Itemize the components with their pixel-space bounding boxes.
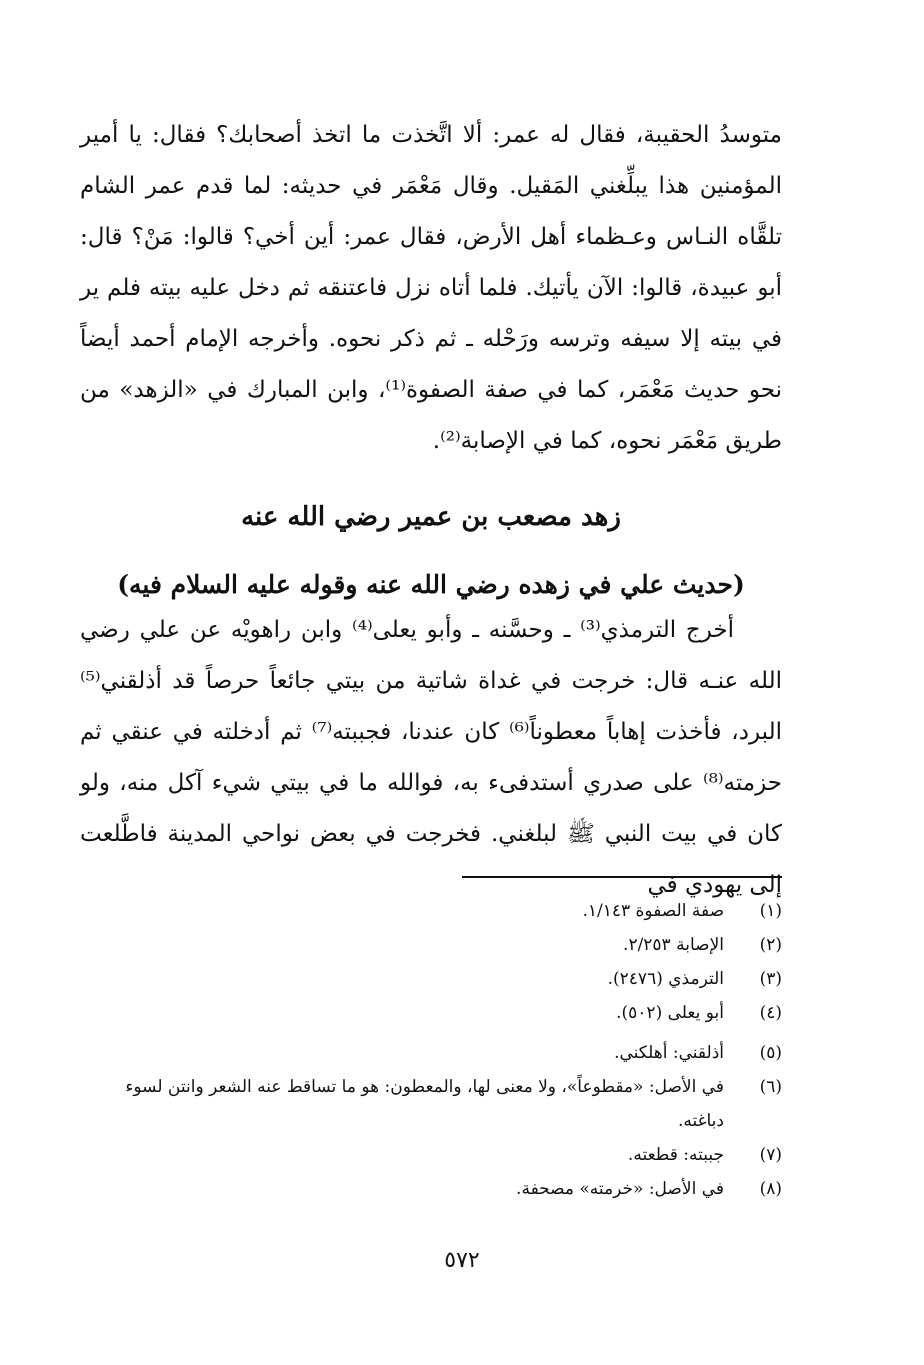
page-number: ٥٧٢ — [444, 1248, 480, 1273]
footnote-text: في الأصل: «خرمته» مصحفة. — [516, 1179, 724, 1199]
footnote-text: صفة الصفوة ١/١٤٣. — [582, 901, 724, 921]
footnote-number: (١) — [759, 901, 782, 921]
footnote-number: (٦) — [759, 1077, 782, 1097]
footnote-separator — [462, 876, 782, 878]
footnote-text: الإصابة ٢/٢٥٣. — [623, 935, 724, 955]
footnote-item — [80, 1172, 782, 1206]
top-paragraph: متوسدُ الحقيبة، فقال له عمر: ألا اتَّخذت ما اتخذ أصحابك؟ فقال: يا أمير المؤمنين هذا يبلِّغني المَقيل. وقال مَعْمَر في حديثه: لما قدم عمر الشام تلقَّاه النـاس وعـظماء أهل الأرض، فقال عمر: أين أخي؟ قالوا: مَنْ؟ قال: أبو عبيدة، قالوا: الآن يأتيك. فلما أتاه نزل فاعتنقه ثم دخل عليه بيته فلم ير في بيته إلا سيفه وترسه ورَحْله ـ ثم ذكر نحوه. وأخرجه الإمام أحمد أيضاً نحو حديث مَعْمَر، كما في صفة الصفوة⁽¹⁾، وابن المبارك في «الزهد» من طريق مَعْمَر نحوه، كما في الإصابة⁽²⁾. — [80, 122, 783, 454]
footnote-item — [80, 962, 782, 996]
footnote-number: (٢) — [759, 935, 782, 955]
footnote-text: جببته: قطعته. — [627, 1145, 724, 1165]
footnote-number: (٨) — [759, 1179, 782, 1199]
footnote-item — [80, 1036, 782, 1070]
main-text-block — [80, 110, 782, 911]
footnote-number: (٥) — [759, 1043, 782, 1063]
body-paragraph: أخرج الترمذي⁽³⁾ ـ وحسَّنه ـ وأبو يعلى⁽⁴⁾ وابن راهويْه عن علي رضي الله عنـه قال: خرجت في غداة شاتية من بيتي جائعاً حرصاً قد أذلقني⁽⁵⁾ البرد، فأخذت إهاباً معطوناً⁽⁶⁾ كان عندنا، فجببته⁽⁷⁾ ثم أدخلته في عنقي ثم حزمته⁽⁸⁾ على صدري أستدفىء به، فوالله ما في بيتي شيء آكل منه، ولو كان في بيت النبي ﷺ لبلغني. فخرجت في بعض نواحي المدينة فاطَّلعت إلى يهودي في — [80, 617, 782, 898]
footnote-text: الترمذي (٢٤٧٦). — [607, 969, 724, 989]
footnote-number: (٧) — [759, 1145, 782, 1165]
section-subheading: (حديث علي في زهده رضي الله عنه وقوله عليه السلام فيه) — [117, 570, 745, 599]
footnote-text: في الأصل: «مقطوعاً»، ولا معنى لها، والمعطون: هو ما تساقط عنه الشعر وانتن لسوء دباغته. — [125, 1077, 724, 1131]
footnote-number: (٣) — [759, 969, 782, 989]
section-heading: زهد مصعب بن عمير رضي الله عنه — [241, 502, 621, 532]
footnote-text: أبو يعلى (٥٠٢). — [616, 1003, 724, 1023]
footnotes — [80, 894, 782, 1206]
footnote-item — [80, 996, 782, 1030]
footnote-item — [80, 1138, 782, 1172]
footnote-item — [80, 894, 782, 928]
footnote-number: (٤) — [759, 1003, 782, 1023]
footnote-item — [80, 928, 782, 962]
footnote-item — [80, 1070, 782, 1138]
footnote-text: أذلقني: أهلكني. — [614, 1043, 724, 1063]
